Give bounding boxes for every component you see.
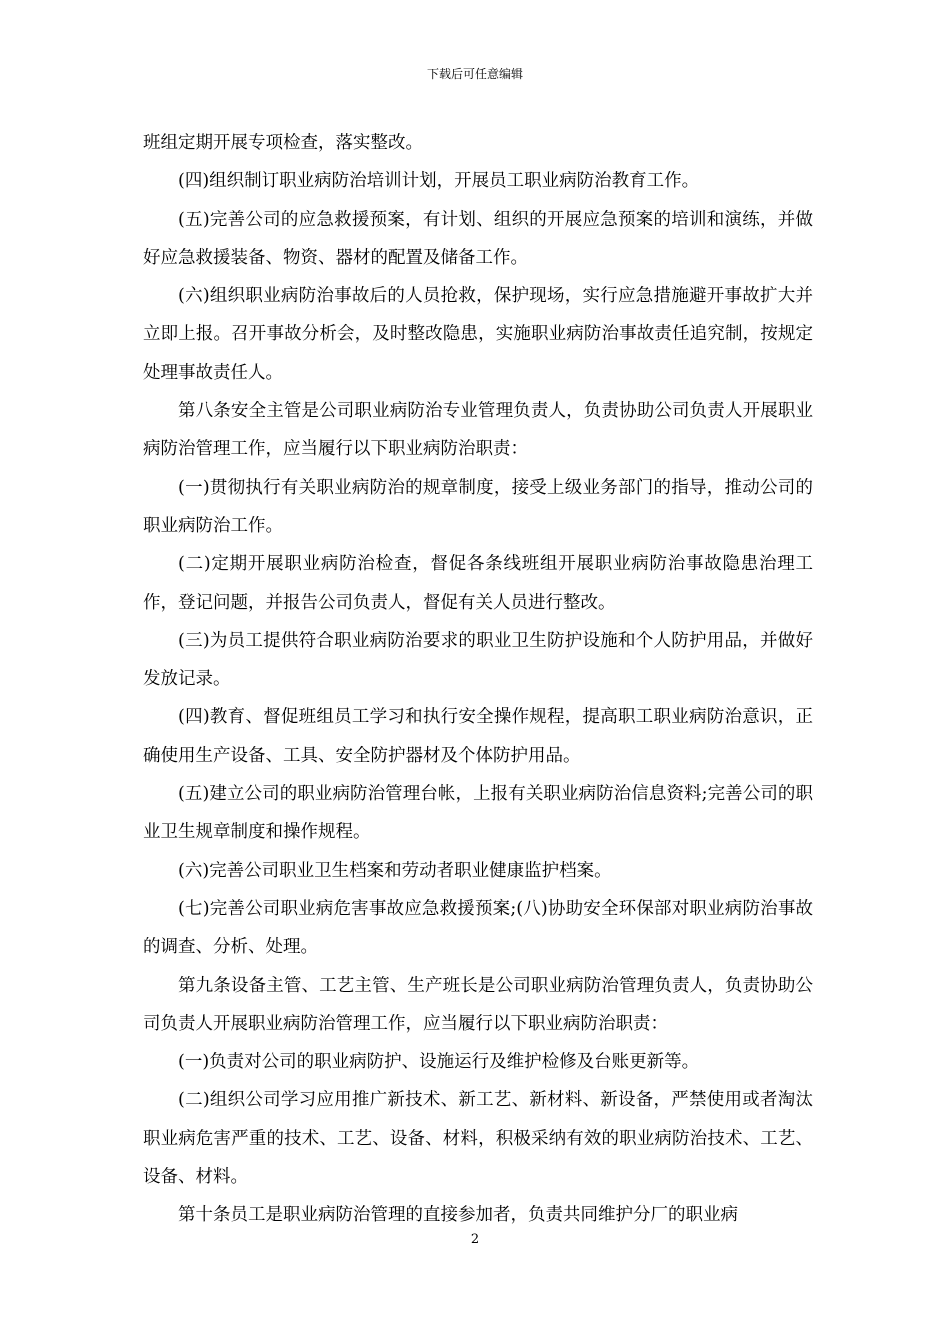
paragraph: (一)贯彻执行有关职业病防治的规章制度，接受上级业务部门的指导，推动公司的职业病防治工作。	[143, 477, 813, 536]
paragraph: (六)完善公司职业卫生档案和劳动者职业健康监护档案。	[178, 860, 612, 881]
paragraph: (七)完善公司职业病危害事故应急救援预案;(八)协助安全环保部对职业病防治事故的调查、分析、处理。	[143, 898, 813, 958]
paragraph: (四)教育、督促班组员工学习和执行安全操作规程，提高职工职业病防治意识，正确使用生产设备、工具、安全防护器材及个体防护用品。	[143, 707, 813, 766]
paragraph: (四)组织制订职业病防治培训计划，开展员工职业病防治教育工作。	[178, 171, 700, 192]
document-body	[143, 124, 813, 1235]
paragraph: (五)完善公司的应急救援预案，有计划、组织的开展应急预案的培训和演练，并做好应急救援装备、物资、器材的配置及储备工作。	[143, 209, 813, 268]
paragraph: (五)建立公司的职业病防治管理台帐，上报有关职业病防治信息资料;完善公司的职业卫生规章制度和操作规程。	[143, 784, 813, 843]
page-header: 下载后可任意编辑	[426, 67, 523, 81]
page-number: 2	[470, 1232, 480, 1247]
paragraph: 第九条设备主管、工艺主管、生产班长是公司职业病防治管理负责人，负责协助公司负责人开展职业病防治管理工作，应当履行以下职业病防治职责：	[143, 975, 813, 1034]
paragraph: (一)负责对公司的职业病防护、设施运行及维护检修及台账更新等。	[178, 1052, 700, 1073]
paragraph: (二)定期开展职业病防治检查，督促各条线班组开展职业病防治事故隐患治理工作，登记问题，并报告公司负责人，督促有关人员进行整改。	[143, 554, 813, 613]
paragraph: (六)组织职业病防治事故后的人员抢救，保护现场，实行应急措施避开事故扩大并立即上报。召开事故分析会，及时整改隐患，实施职业病防治事故责任追究制，按规定处理事故责任人。	[143, 286, 813, 383]
paragraph: 第八条安全主管是公司职业病防治专业管理负责人，负责协助公司负责人开展职业病防治管理工作，应当履行以下职业病防治职责：	[143, 401, 813, 460]
paragraph: 第十条员工是职业病防治管理的直接参加者，负责共同维护分厂的职业病	[178, 1205, 738, 1226]
paragraph: (三)为员工提供符合职业病防治要求的职业卫生防护设施和个人防护用品，并做好发放记录。	[143, 630, 813, 690]
paragraph: (二)组织公司学习应用推广新技术、新工艺、新材料、新设备，严禁使用或者淘汰职业病危害严重的技术、工艺、设备、材料，积极采纳有效的职业病防治技术、工艺、设备、材料。	[143, 1090, 813, 1188]
paragraph: 班组定期开展专项检查，落实整改。	[143, 133, 423, 153]
